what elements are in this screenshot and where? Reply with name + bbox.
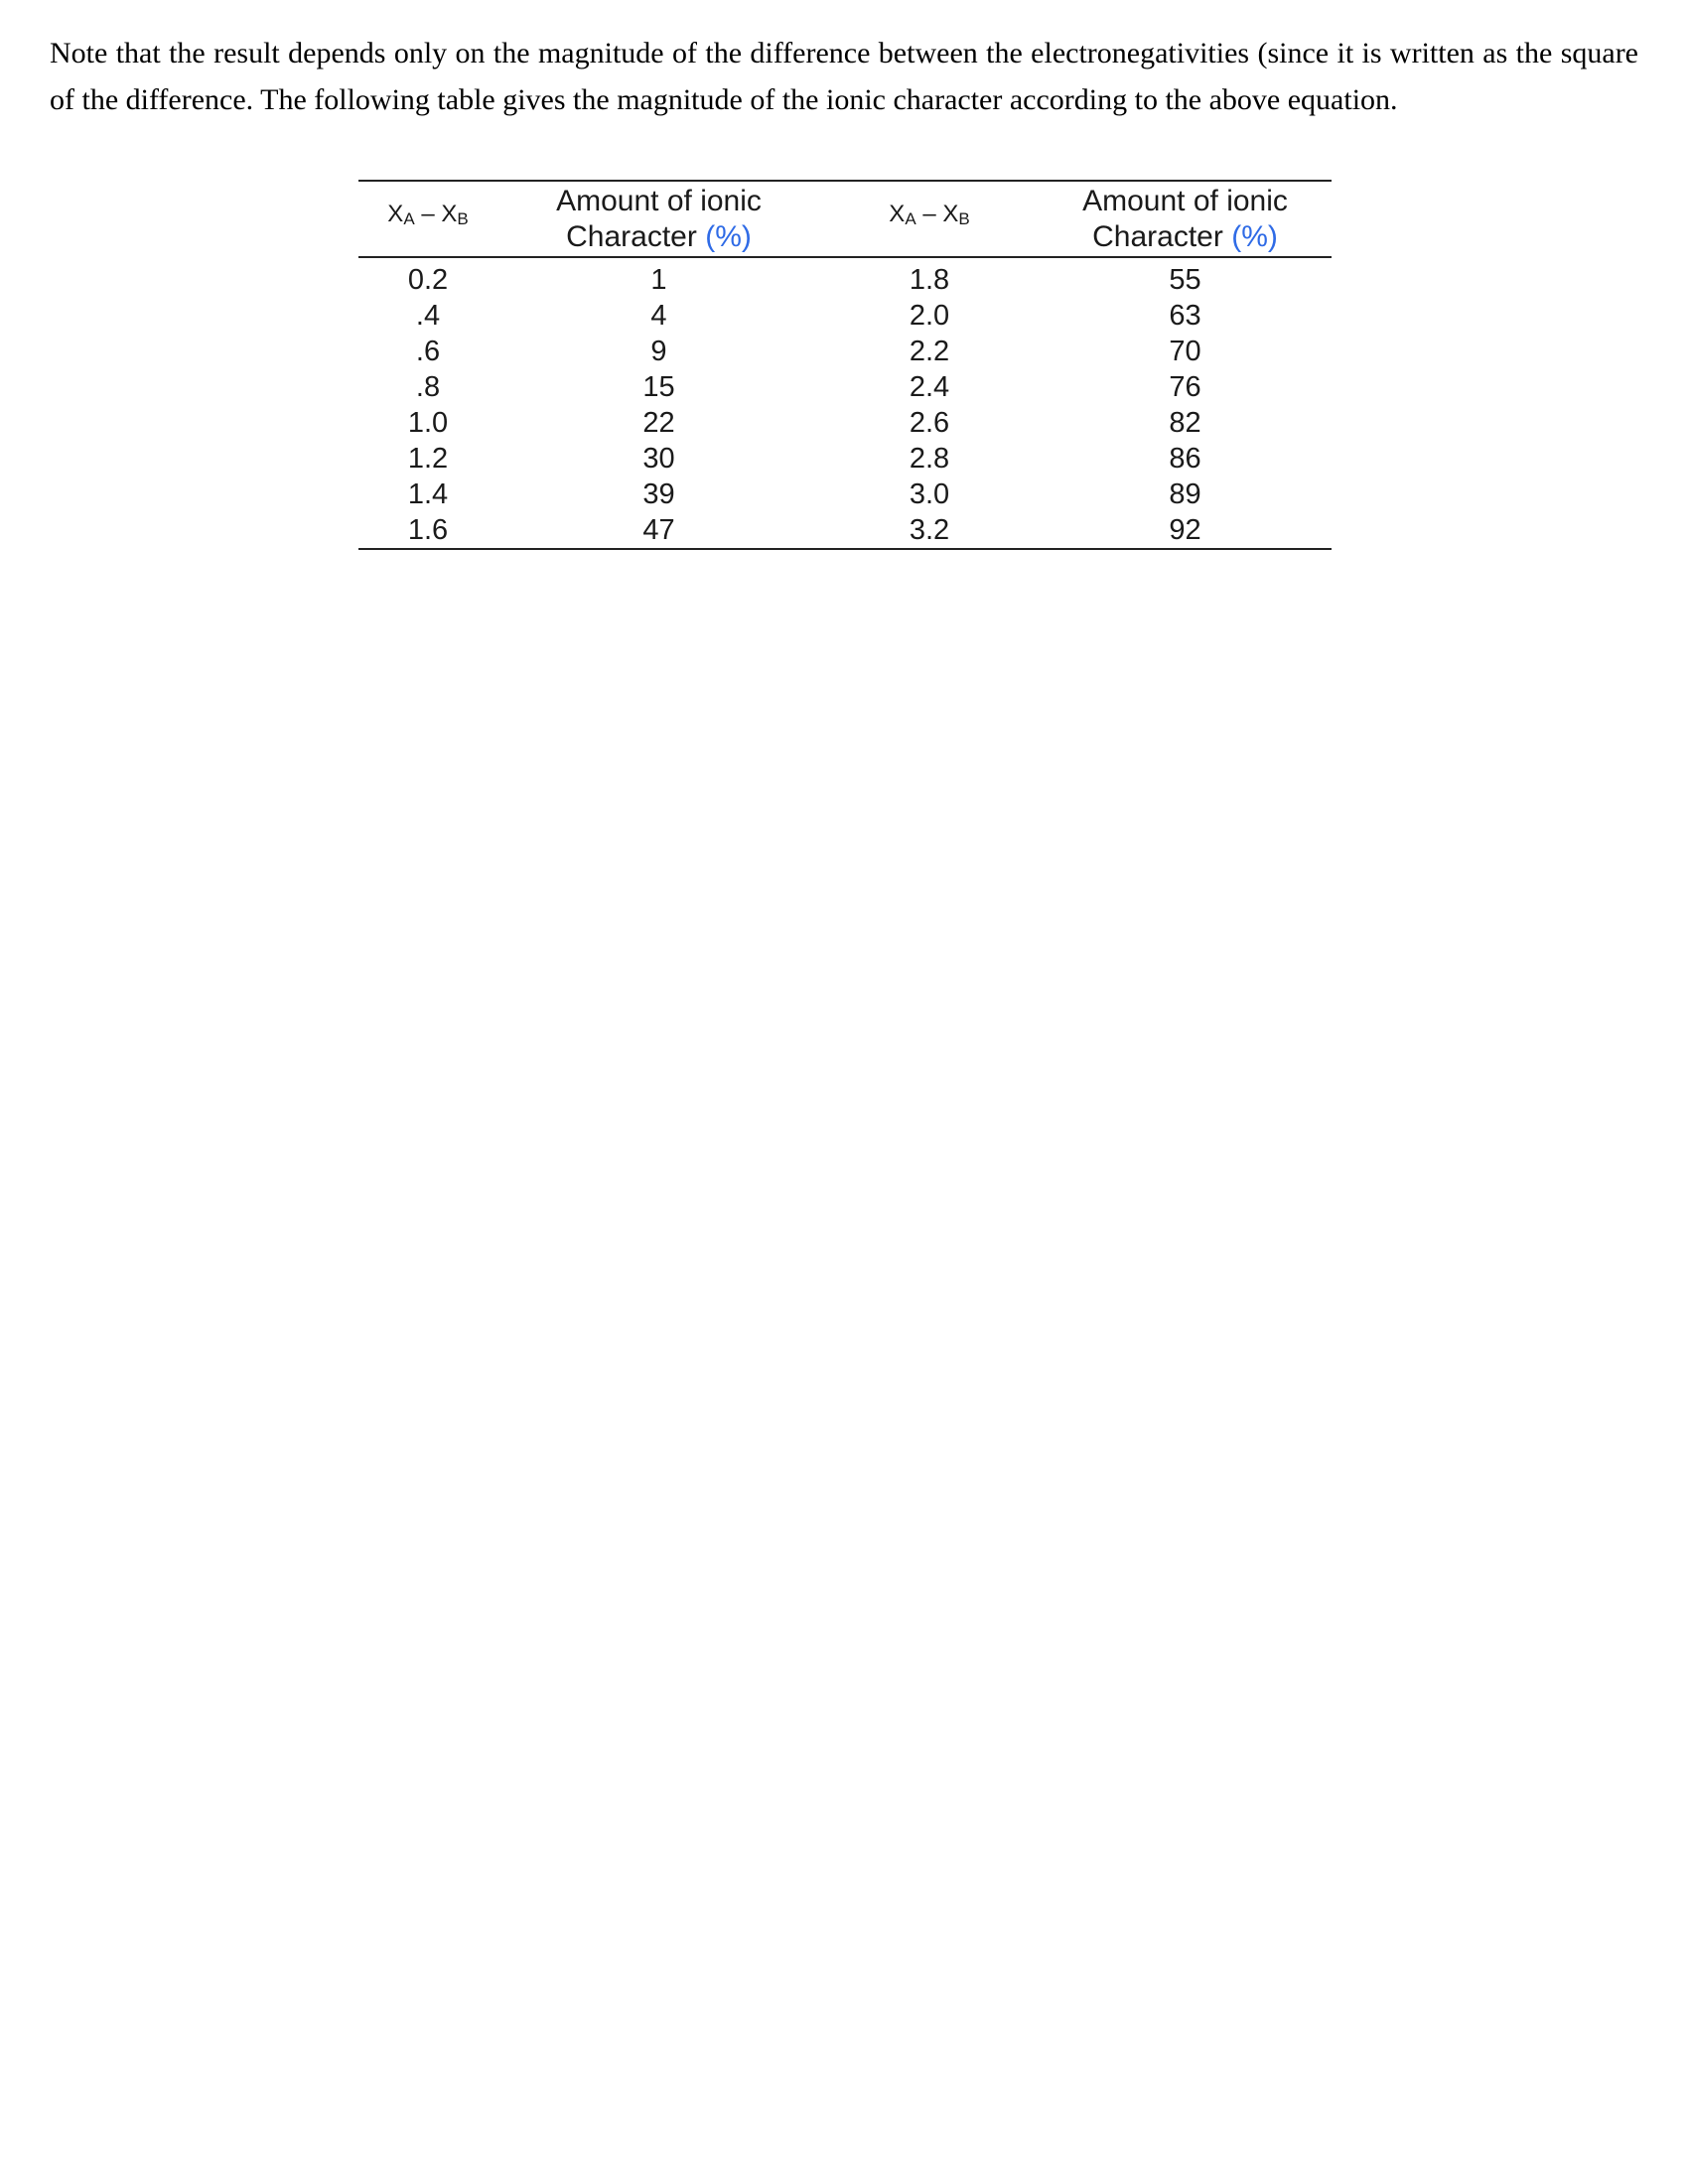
dx-right-cell: 3.0 [909,478,950,510]
dx-right-cell: 2.2 [909,336,950,367]
ionic-left-cell: 9 [650,336,667,367]
table-row [358,512,1332,549]
ionic-character-table [358,180,1332,550]
ionic-left-cell: 22 [642,407,675,439]
ionic-right-cell: 86 [1169,443,1201,475]
ionic-right-cell: 76 [1169,371,1201,403]
ionic-right-cell: 70 [1169,336,1201,367]
ionic-right-cell: 82 [1169,407,1201,439]
dx-left-cell: .8 [415,371,441,403]
dx-left-cell: .6 [415,336,441,367]
dx-left-cell: 0.2 [407,264,449,296]
table-header-row [358,181,1332,257]
ionic-left-cell: 30 [642,443,675,475]
header-ionic-character-left: Amount of ionic Character (%) [556,185,762,253]
ionic-left-cell: 39 [642,478,675,510]
intro-paragraph: Note that the result depends only on the magnitude of the difference between the electronegativities (since it is written as the square of the difference. The following table gives the magnitude of the ionic character according to the above equation. [50,37,1638,116]
table-row [358,477,1332,512]
table-row [358,405,1332,441]
table-row [358,369,1332,405]
ionic-left-cell: 1 [650,264,667,296]
ionic-right-cell: 92 [1169,514,1201,546]
table-row [358,334,1332,369]
dx-right-cell: 1.8 [909,264,950,296]
dx-left-cell: .4 [415,300,441,332]
header-electronegativity-difference-right: XA – XB [889,201,970,228]
dx-right-cell: 3.2 [909,514,950,546]
dx-right-cell: 2.4 [909,371,950,403]
ionic-character-table-container [358,180,1332,550]
dx-left-cell: 1.2 [407,443,449,475]
table-row [358,441,1332,477]
table-row [358,257,1332,298]
ionic-left-cell: 47 [642,514,675,546]
dx-right-cell: 2.0 [909,300,950,332]
ionic-left-cell: 4 [650,300,667,332]
dx-left-cell: 1.6 [407,514,449,546]
table-row [358,298,1332,334]
ionic-right-cell: 89 [1169,478,1201,510]
dx-right-cell: 2.8 [909,443,950,475]
ionic-right-cell: 63 [1169,300,1201,332]
ionic-right-cell: 55 [1169,264,1201,296]
ionic-left-cell: 15 [642,371,675,403]
dx-left-cell: 1.0 [407,407,449,439]
dx-right-cell: 2.6 [909,407,950,439]
header-electronegativity-difference-left: XA – XB [387,201,469,228]
header-ionic-character-right: Amount of ionic Character (%) [1082,185,1288,253]
dx-left-cell: 1.4 [407,478,449,510]
